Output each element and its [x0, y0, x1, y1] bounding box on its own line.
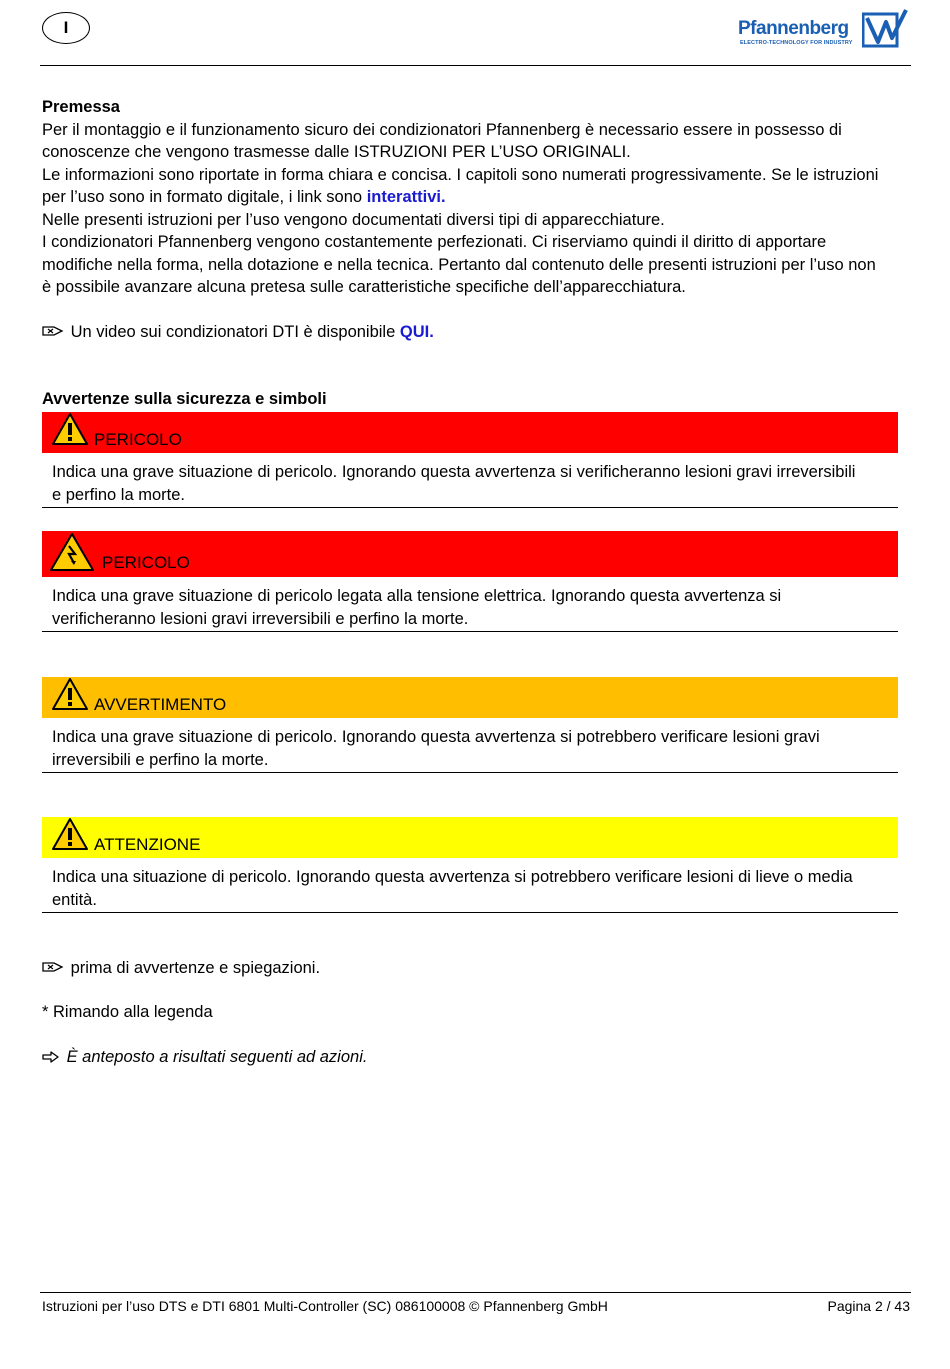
- caution-bar: [42, 817, 898, 858]
- warning-divider: [42, 631, 898, 632]
- warning-triangle-icon: [51, 412, 89, 446]
- caution-description: [52, 866, 897, 912]
- warning-line: irreversibili e perfino la morte.: [52, 751, 269, 769]
- logo-name: Pfannenberg: [738, 18, 849, 39]
- logo-tagline: ELECTRO-TECHNOLOGY FOR INDUSTRY: [740, 40, 853, 46]
- warning-description: [52, 726, 897, 772]
- pointing-hand-icon: [42, 960, 64, 974]
- pointing-hand-icon: [42, 324, 64, 338]
- legend-arrow: [42, 1046, 912, 1069]
- warning-divider: [42, 507, 898, 508]
- legend-hand: [42, 957, 912, 980]
- warning-line: Indica una situazione di pericolo. Ignorando questa avvertenza si potrebbero verificare lesioni di lieve o media: [52, 868, 853, 886]
- intro-line: Nelle presenti istruzioni per l’uso vengono documentati diversi tipi di apparecchiature.: [42, 210, 665, 229]
- language-code: I: [63, 18, 69, 37]
- page-number: Pagina 2 / 43: [827, 1298, 910, 1314]
- intro-line: [42, 186, 912, 209]
- legend-arrow-text: È anteposto a risultati seguenti ad azioni.: [66, 1048, 368, 1066]
- company-logo: [738, 6, 910, 50]
- electrical-danger-bar: [42, 531, 898, 577]
- intro-line: conoscenze che vengono trasmesse dalle ISTRUZIONI PER L’USO ORIGINALI.: [42, 143, 631, 161]
- danger-description: [52, 461, 897, 507]
- legend-asterisk: * Rimando alla legenda: [42, 1003, 213, 1021]
- warning-line: Indica una grave situazione di pericolo legata alla tensione elettrica. Ignorando questa avvertenza si: [52, 587, 782, 605]
- warning-label: AVVERTIMENTO: [94, 695, 227, 714]
- intro-line: Per il montaggio e il funzionamento sicuro dei condizionatori Pfannenberg è necessario essere in possesso di: [42, 120, 842, 139]
- video-note-text: Un video sui condizionatori DTI è disponibile: [70, 323, 396, 341]
- legend-hand-text: prima di avvertenze e spiegazioni.: [70, 959, 321, 977]
- intro-line: Le informazioni sono riportate in forma chiara e concisa. I capitoli sono numerati progressivamente. Se le istruzioni: [42, 165, 879, 184]
- video-note: [42, 321, 912, 344]
- warning-divider: [42, 772, 898, 773]
- danger-label: PERICOLO: [94, 430, 182, 449]
- warning-line: entità.: [52, 891, 97, 909]
- danger-bar: [42, 412, 898, 453]
- result-arrow-icon: [42, 1051, 60, 1063]
- header-rule: [40, 65, 911, 66]
- logo-mark-icon: [862, 8, 910, 48]
- video-link[interactable]: QUI.: [399, 323, 434, 341]
- intro-section: [42, 96, 912, 299]
- safety-heading: Avvertenze sulla sicurezza e simboli: [42, 390, 327, 408]
- intro-line: I condizionatori Pfannenberg vengono costantemente perfezionati. Ci riserviamo quindi il diritto di apportare: [42, 233, 827, 251]
- intro-line-text: per l’uso sono in formato digitale, i link sono: [42, 188, 363, 206]
- warning-triangle-icon: [51, 677, 89, 711]
- caution-label: ATTENZIONE: [94, 835, 201, 854]
- language-badge: [42, 12, 90, 44]
- warning-bar: [42, 677, 898, 718]
- footer-doc-info: Istruzioni per l’uso DTS e DTI 6801 Multi-Controller (SC) 086100008 © Pfannenberg GmbH: [42, 1298, 608, 1314]
- warning-line: e perfino la morte.: [52, 486, 185, 504]
- warning-line: Indica una grave situazione di pericolo. Ignorando questa avvertenza si potrebbero verificare lesioni gravi: [52, 728, 820, 746]
- electrical-danger-label: PERICOLO: [102, 553, 190, 572]
- warning-divider: [42, 912, 898, 913]
- intro-heading: Premessa: [42, 98, 120, 116]
- high-voltage-icon: [49, 532, 95, 572]
- interactive-link[interactable]: interattivi.: [366, 188, 446, 206]
- electrical-danger-description: [52, 585, 897, 631]
- intro-line: modifiche nella forma, nella dotazione e nella tecnica. Pertanto dal contenuto delle presenti istruzioni per l’uso non: [42, 255, 876, 274]
- warning-line: verificheranno lesioni gravi irreversibili e perfino la morte.: [52, 610, 469, 628]
- footer-rule: [40, 1292, 911, 1293]
- warning-triangle-icon: [51, 817, 89, 851]
- warning-line: Indica una grave situazione di pericolo. Ignorando questa avvertenza si verificheranno lesioni gravi irreversibili: [52, 463, 856, 481]
- intro-line: è possibile avanzare alcuna pretesa sulle caratteristiche specifiche dell’apparecchiatura.: [42, 278, 686, 296]
